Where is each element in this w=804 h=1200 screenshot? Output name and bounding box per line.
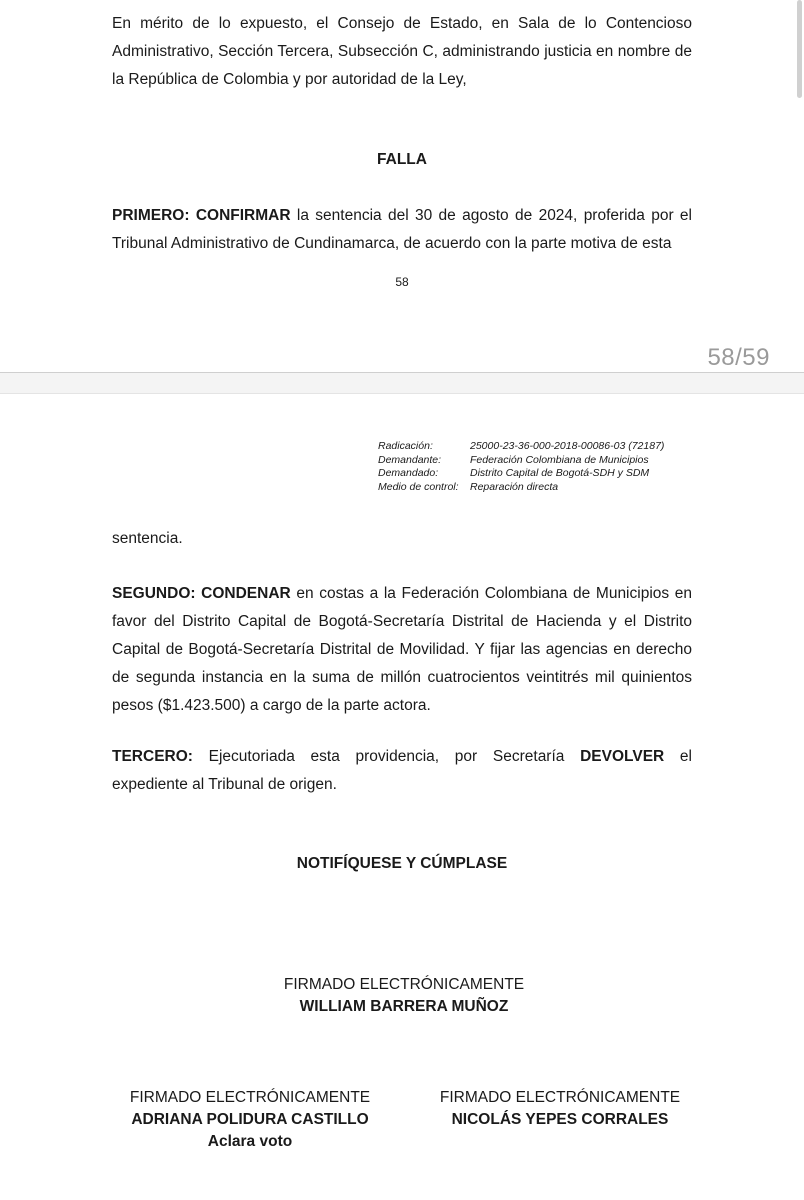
radicacion-value: 25000-23-36-000-2018-00086-03 (72187) <box>470 440 665 452</box>
continuation-text: sentencia. <box>112 530 183 547</box>
scrollbar-thumb[interactable] <box>797 0 802 98</box>
signature-center-name: WILLIAM BARRERA MUÑOZ <box>299 998 509 1015</box>
demandado-label: Demandado: <box>378 467 439 479</box>
notifiquese-heading: NOTIFÍQUESE Y CÚMPLASE <box>296 855 508 872</box>
primero-paragraph <box>112 202 692 258</box>
signature-center-caption: FIRMADO ELECTRÓNICAMENTE <box>283 976 525 993</box>
demandado-row <box>378 467 664 481</box>
signature-left-note: Aclara voto <box>207 1133 293 1150</box>
demandante-row <box>378 454 664 468</box>
demandante-label: Demandante: <box>378 453 442 466</box>
medio-label: Medio de control: <box>378 480 459 493</box>
tercero-verb: DEVOLVER <box>580 748 665 765</box>
signature-right-name: NICOLÁS YEPES CORRALES <box>451 1111 669 1128</box>
intro-paragraph: En mérito de lo expuesto, el Consejo de Estado, en Sala de lo Contencioso Administrativo, Sección Tercera, Subsección C, administrando justicia en nombre de la República de Colombia y por autoridad de la Ley, <box>112 15 692 88</box>
segundo-paragraph <box>112 580 692 720</box>
signature-left-name: ADRIANA POLIDURA CASTILLO <box>131 1111 369 1128</box>
segundo-label: SEGUNDO: <box>112 585 196 602</box>
signature-right-caption: FIRMADO ELECTRÓNICAMENTE <box>439 1089 681 1106</box>
signature-left <box>100 1087 400 1153</box>
radicacion-label: Radicación: <box>378 440 433 452</box>
tercero-label: TERCERO: <box>112 748 193 765</box>
signature-left-caption: FIRMADO ELECTRÓNICAMENTE <box>129 1089 371 1106</box>
falla-heading: FALLA <box>377 151 427 168</box>
primero-label: PRIMERO: <box>112 207 190 224</box>
scrollbar[interactable] <box>794 0 804 100</box>
segundo-verb: CONDENAR <box>201 585 291 602</box>
medio-value: Reparación directa <box>470 480 559 493</box>
demandante-value: Federación Colombiana de Municipios <box>470 453 649 466</box>
segundo-text: en costas a la Federación Colombiana de Municipios en favor del Distrito Capital de Bogotá-Secretaría Distrital de Hacienda y el Distrito Capital de Bogotá-Secretaría Distrital de Movilidad. Y fijar las agencias en derecho de segunda instancia en la suma de millón cuatrocientos veintitrés mil quinientos pesos ($1.423.500) a cargo de la parte actora. <box>112 585 692 714</box>
signature-center <box>0 974 804 1018</box>
primero-text: la sentencia del 30 de agosto de 2024, proferida por el Tribunal Administrativo de Cundinamarca, de acuerdo con la parte motiva de esta <box>112 207 692 252</box>
demandado-value: Distrito Capital de Bogotá-SDH y SDM <box>470 467 650 479</box>
signature-right <box>410 1087 710 1131</box>
radicacion-row <box>378 440 664 454</box>
tercero-text-2: el expediente al Tribunal de origen. <box>112 748 692 793</box>
case-header <box>378 440 664 494</box>
tercero-paragraph <box>112 743 692 799</box>
page-number: 58 <box>395 275 409 289</box>
page-separator <box>0 372 804 394</box>
tercero-text-1: Ejecutoriada esta providencia, por Secretaría <box>192 748 581 765</box>
primero-verb: CONFIRMAR <box>195 207 291 224</box>
page-counter: 58/59 <box>707 344 770 371</box>
medio-row <box>378 481 664 495</box>
